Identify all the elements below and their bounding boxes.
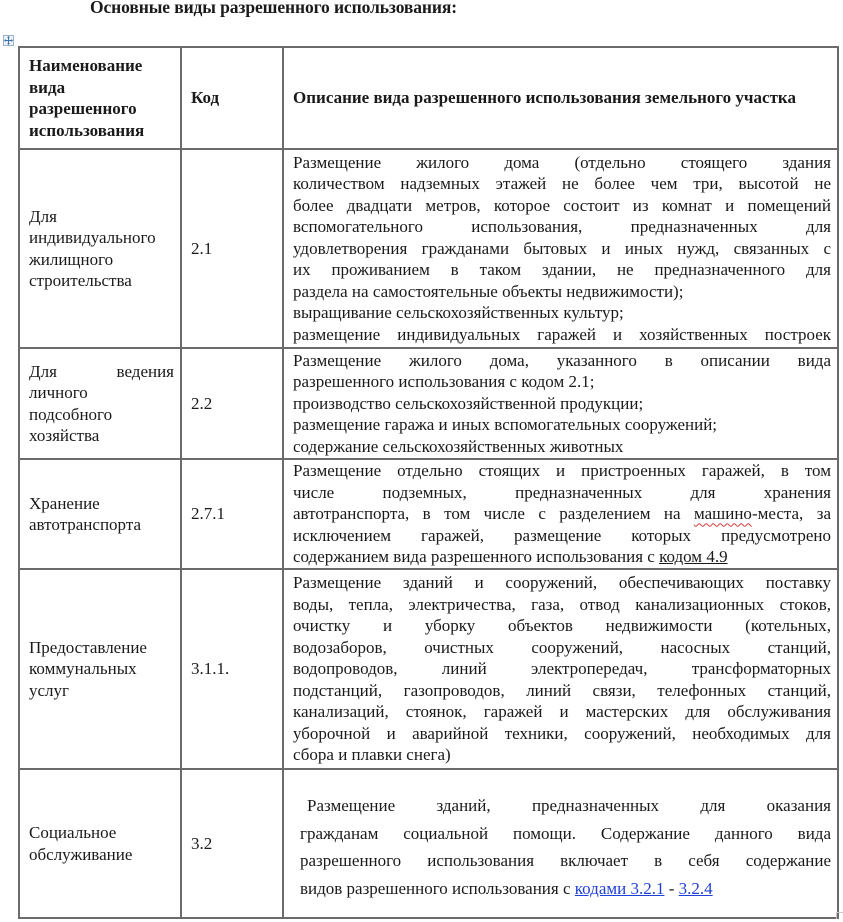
row-name: Хранение автотранспорта — [19, 459, 181, 569]
description-line: разрешенного использования с кодом 2.1; — [293, 372, 595, 392]
row-code: 2.7.1 — [181, 459, 283, 569]
row-code: 3.1.1. — [181, 569, 283, 769]
description-line: содержанием вида разрешенного использования с кодом 4.9 — [293, 547, 728, 567]
description-line: размещение гаража и иных вспомогательных сооружений; — [293, 415, 718, 435]
table-header-row — [19, 47, 838, 149]
description-line: производство сельскохозяйственной продукции; — [293, 393, 644, 413]
table-row — [19, 569, 838, 769]
description-line: видов разрешенного использования с кодами 3.2.1 - 3.2.4 — [300, 878, 713, 898]
description-line: вспомогательного использования, предназначенных для — [293, 217, 831, 237]
description-line: раздела на самостоятельные объекты недвижимости); — [293, 281, 684, 301]
description-line: очистку и уборку объектов недвижимости (котельных, — [293, 616, 831, 636]
codes-3-2-1-link[interactable]: кодами 3.2.1 — [574, 878, 665, 898]
description-line: канализаций, стоянок, гаражей и мастерских для обслуживания — [293, 702, 831, 722]
description-line: воды, тепла, электричества, газа, отвод канализационных стоков, — [293, 594, 831, 614]
row-name: Социальное обслуживание — [19, 769, 181, 918]
row-name: Для индивидуального жилищного строительства — [19, 149, 181, 348]
description-line: числе подземных, предназначенных для хранения — [293, 482, 831, 502]
description-line: более двадцати метров, которое состоит из комнат и помещений — [293, 195, 831, 215]
description-line: количеством надземных этажей не более чем три, высотой не — [293, 174, 831, 194]
description-line: уборочной и аварийной техники, сооружений, необходимых для — [293, 723, 831, 743]
row-name: Предоставление коммунальных услуг — [19, 569, 181, 769]
description-line: водозаборов, очистных сооружений, насосных станций, — [293, 637, 831, 657]
table-resize-handle[interactable] — [836, 912, 843, 919]
row-description — [283, 149, 838, 348]
row-description — [283, 348, 838, 459]
description-line: размещение индивидуальных гаражей и хозяйственных построек — [293, 324, 831, 344]
table-row — [19, 769, 838, 918]
description-line: Размещение зданий, предназначенных для оказания — [307, 796, 831, 815]
description-line: автотранспорта, в том числе с разделением на машино-места, за — [293, 504, 831, 524]
header-description: Описание вида разрешенного использования земельного участка — [283, 47, 838, 149]
description-line: сбора и плавки снега) — [293, 745, 451, 765]
description-line: выращивание сельскохозяйственных культур; — [293, 303, 624, 323]
description-line: Размещение отдельно стоящих и пристроенных гаражей, в том — [293, 461, 831, 481]
code-3-2-4-link[interactable]: 3.2.4 — [678, 878, 713, 898]
description-line: разрешенного использования включает в себя содержание — [300, 851, 831, 870]
header-name: Наименование вида разрешенного использования — [19, 47, 181, 149]
description-line: водопроводов, линий электропередач, трансформаторных — [293, 659, 831, 679]
table-row — [19, 348, 838, 459]
code-4-9-link[interactable]: кодом 4.9 — [659, 547, 728, 567]
header-code: Код — [181, 47, 283, 149]
table-row — [19, 459, 838, 569]
description-line: исключением гаражей, размещение которых предусмотрено — [293, 525, 831, 545]
move-arrows-icon[interactable] — [3, 35, 14, 46]
table-row — [19, 149, 838, 348]
row-description — [283, 769, 838, 918]
row-description — [283, 459, 838, 569]
section-heading: Основные виды разрешенного использования: — [90, 0, 457, 17]
description-line: подстанций, газопроводов, линий связи, телефонных станций, — [293, 680, 831, 700]
description-line: удовлетворения гражданами бытовых и иных нужд, связанных с — [293, 238, 831, 258]
row-code: 2.1 — [181, 149, 283, 348]
row-description — [283, 569, 838, 769]
spellcheck-flagged-word[interactable]: машино — [693, 504, 752, 524]
row-code: 2.2 — [181, 348, 283, 459]
row-name: Для ведения личного подсобного хозяйства — [19, 348, 181, 459]
row-code: 3.2 — [181, 769, 283, 918]
description-line: гражданам социальной помощи. Содержание данного вида — [300, 823, 831, 843]
description-line: Размещение жилого дома, указанного в описании вида — [293, 350, 831, 370]
description-line: Размещение жилого дома (отдельно стоящего здания — [293, 152, 831, 172]
description-line: их проживанием в таком здании, не предназначенного для — [293, 260, 831, 280]
description-line: Размещение зданий и сооружений, обеспечивающих поставку — [293, 573, 831, 593]
land-use-table — [18, 46, 839, 919]
description-line: содержание сельскохозяйственных животных — [293, 436, 624, 456]
